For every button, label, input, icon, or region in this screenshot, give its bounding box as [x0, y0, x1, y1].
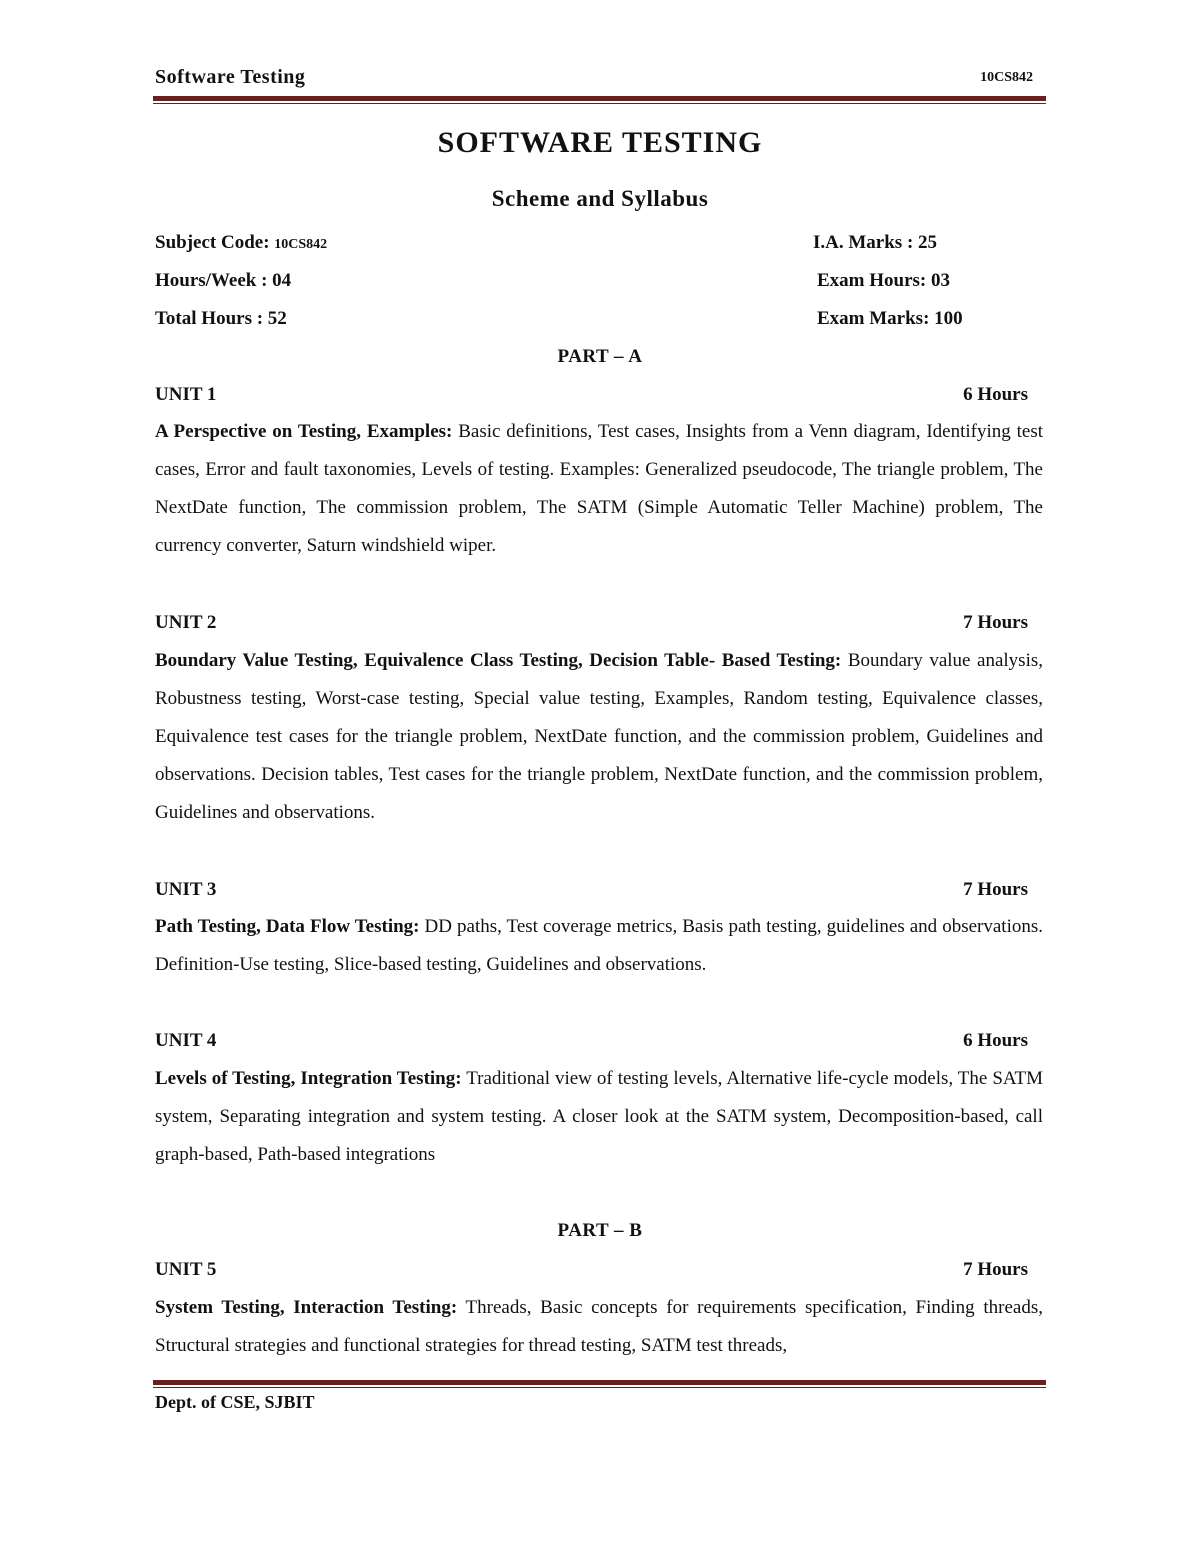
exam-marks: Exam Marks: 100	[817, 308, 963, 329]
unit-3-body	[155, 908, 1043, 984]
unit-4-heading	[155, 1030, 1028, 1056]
unit-name: UNIT 1	[155, 384, 217, 405]
unit-hours: 7 Hours	[963, 1259, 1028, 1280]
hours-per-week: Hours/Week : 04	[155, 270, 292, 291]
unit-topic: Path Testing, Data Flow Testing:	[155, 916, 420, 937]
unit-description: Boundary value analysis, Robustness testing, Worst-case testing, Special value testing, Examples, Random testing, Equivalence classes, Equivalence test cases for the triangle problem, NextDate function, and the commission problem, Guidelines and observations. Decision tables, Test cases for the triangle problem, NextDate function, and the commission problem, Guidelines and observations.	[155, 650, 1043, 823]
header-title: Software Testing	[155, 66, 306, 88]
unit-topic: Levels of Testing, Integration Testing:	[155, 1068, 462, 1089]
unit-topic: System Testing, Interaction Testing:	[155, 1297, 458, 1318]
document-page	[155, 0, 1045, 1553]
unit-description: Basic definitions, Test cases, Insights from a Venn diagram, Identifying test cases, Error and fault taxonomies, Levels of testing. Examples: Generalized pseudocode, The triangle problem, The NextDate function, The commission problem, The SATM (Simple Automatic Teller Machine) problem, The currency converter, Saturn windshield wiper.	[155, 421, 1043, 556]
unit-description: Threads, Basic concepts for requirements specification, Finding threads, Structural strategies and functional strategies for thread testing, SATM test threads,	[155, 1297, 1043, 1356]
unit-description: DD paths, Test coverage metrics, Basis path testing, guidelines and observations. Definition-Use testing, Slice-based testing, Guidelines and observations.	[155, 916, 1043, 975]
header-rule	[153, 96, 1046, 104]
total-hours: Total Hours : 52	[155, 308, 287, 329]
unit-1-heading	[155, 384, 1028, 410]
unit-1-body	[155, 413, 1043, 565]
footer-rule	[153, 1380, 1046, 1388]
page-footer: Dept. of CSE, SJBIT	[155, 1392, 315, 1412]
unit-hours: 7 Hours	[963, 612, 1028, 633]
document-title: SOFTWARE TESTING	[437, 126, 763, 159]
exam-hours: Exam Hours: 03	[817, 270, 950, 291]
unit-hours: 6 Hours	[963, 1030, 1028, 1051]
part-b-heading: PART – B	[557, 1220, 643, 1241]
unit-4-body	[155, 1060, 1043, 1174]
document-subtitle: Scheme and Syllabus	[491, 186, 709, 211]
unit-hours: 7 Hours	[963, 879, 1028, 900]
unit-name: UNIT 4	[155, 1030, 217, 1051]
meta-row-3	[155, 308, 1045, 334]
unit-2-heading	[155, 612, 1028, 638]
subject-code	[155, 232, 327, 254]
unit-name: UNIT 5	[155, 1259, 217, 1280]
meta-row-2	[155, 270, 1045, 296]
unit-topic: Boundary Value Testing, Equivalence Class Testing, Decision Table- Based Testing:	[155, 650, 842, 671]
unit-topic: A Perspective on Testing, Examples:	[155, 421, 453, 442]
unit-name: UNIT 3	[155, 879, 217, 900]
unit-5-body	[155, 1289, 1043, 1365]
part-a-heading: PART – A	[557, 346, 643, 367]
page-header	[155, 66, 1045, 94]
unit-name: UNIT 2	[155, 612, 217, 633]
ia-marks: I.A. Marks : 25	[813, 232, 938, 253]
unit-hours: 6 Hours	[963, 384, 1028, 405]
subject-code-value: 10CS842	[274, 237, 328, 252]
meta-row-1	[155, 232, 1045, 258]
subject-code-label: Subject Code:	[155, 232, 275, 253]
header-course-code: 10CS842	[980, 70, 1033, 85]
unit-2-body	[155, 642, 1043, 832]
unit-5-heading	[155, 1259, 1028, 1285]
unit-3-heading	[155, 879, 1028, 905]
unit-description: Traditional view of testing levels, Alternative life-cycle models, The SATM system, Separating integration and system testing. A closer look at the SATM system, Decomposition-based, call graph-based, Path-based integrations	[155, 1068, 1044, 1165]
